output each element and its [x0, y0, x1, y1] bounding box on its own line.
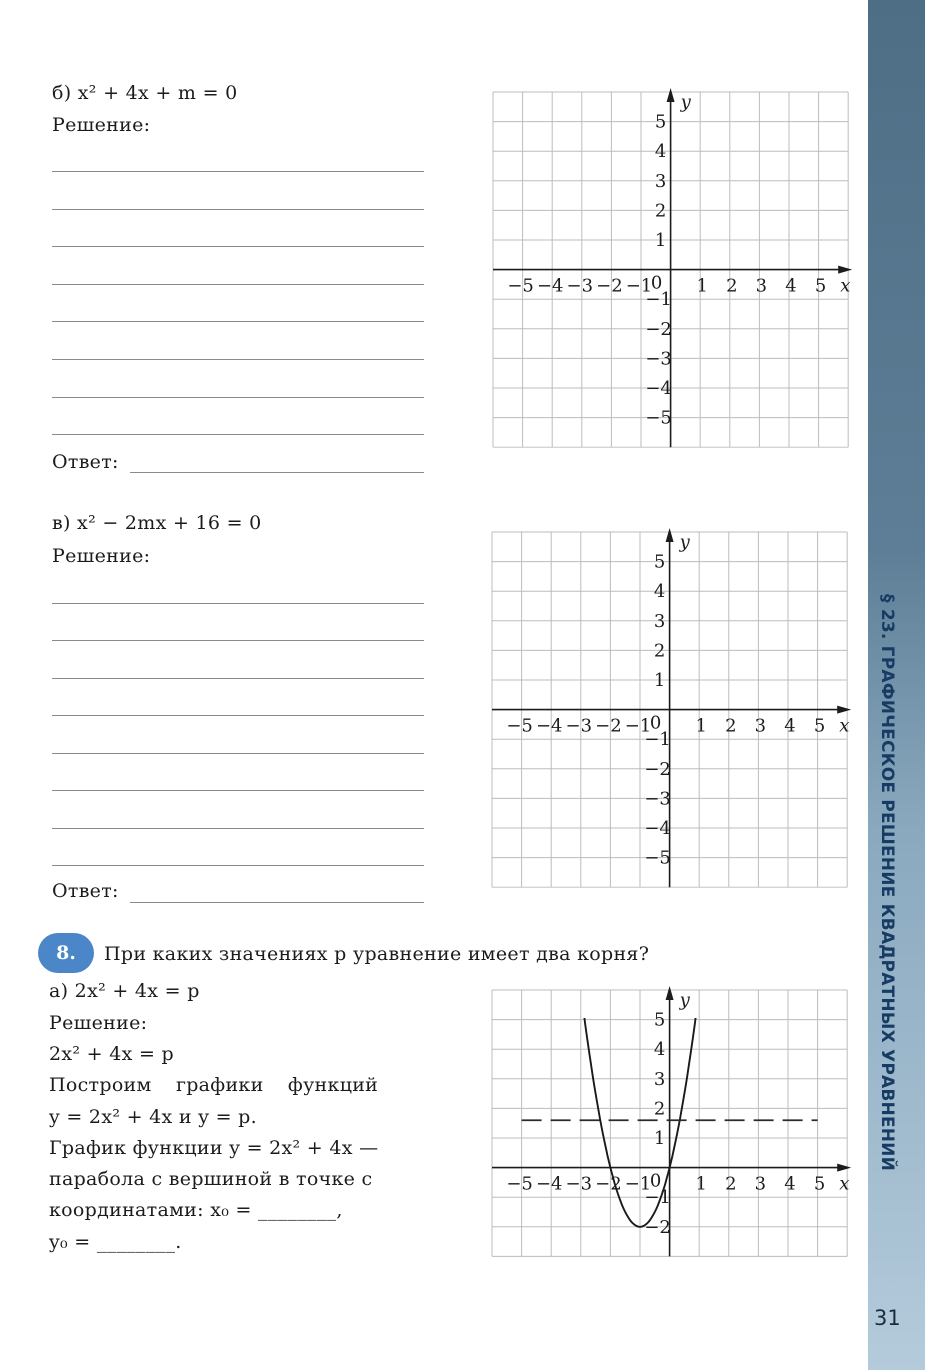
parabola-graph: [492, 989, 850, 1256]
origin-label: 0: [649, 712, 662, 734]
y-tick-label: 2: [653, 1098, 666, 1120]
sidebar-section-title: ГРАФИЧЕСКОЕ РЕШЕНИЕ КВАДРАТНЫХ УРАВНЕНИЙ: [877, 645, 897, 1172]
part-v-solution-line-5[interactable]: [52, 753, 424, 754]
part-b-solution-line-1[interactable]: [52, 171, 424, 172]
part-v-answer-label: Ответ:: [52, 880, 119, 902]
part-v-solution-line-8[interactable]: [52, 865, 424, 866]
y-tick-label: −2: [644, 758, 671, 780]
x-axis-label: x: [839, 715, 850, 737]
y-axis-arrow: [667, 88, 675, 102]
y-tick-label: 1: [654, 229, 667, 251]
x-tick-label: −2: [595, 1173, 622, 1195]
grid-svg: [492, 531, 850, 887]
y-axis-label: y: [679, 531, 690, 553]
y-tick-label: 4: [653, 581, 666, 603]
x-tick-label: −1: [625, 275, 653, 297]
x-tick-label: −4: [535, 715, 563, 737]
task-8a-text-line-2: y = 2x² + 4x и y = p.: [49, 1106, 257, 1128]
y-tick-label: 4: [654, 141, 667, 163]
x-tick-label: 5: [813, 1173, 826, 1195]
y-tick-label: −1: [644, 1187, 671, 1209]
grid-svg: [492, 989, 850, 1256]
y-tick-label: 4: [653, 1039, 666, 1061]
sidebar-section-number: § 23.: [877, 594, 897, 640]
task-number-badge: 8.: [38, 933, 94, 973]
y-tick-label: −2: [644, 1216, 671, 1238]
x-axis-arrow: [838, 266, 852, 274]
x-tick-label: −1: [624, 715, 652, 737]
x-tick-label: −2: [596, 275, 623, 297]
task-8-question: При каких значениях p уравнение имеет два корня?: [104, 943, 650, 965]
part-b-answer-line[interactable]: [130, 472, 424, 473]
task-8a-text-line-5: координатами: x₀ = ________,: [49, 1199, 343, 1221]
x-tick-label: −3: [565, 1173, 593, 1195]
x-tick-label: 1: [695, 1173, 707, 1195]
x-axis-label: x: [839, 1173, 850, 1195]
part-v-solution-line-2[interactable]: [52, 640, 424, 641]
part-b-equation: б) x² + 4x + m = 0: [52, 82, 238, 104]
part-b-answer-label: Ответ:: [52, 451, 119, 473]
x-axis-arrow: [837, 1164, 851, 1172]
task-8a-text-line-4: парабола с вершиной в точке с: [49, 1168, 373, 1190]
part-b-solution-line-8[interactable]: [52, 434, 424, 435]
y-tick-label: 3: [653, 610, 666, 632]
x-tick-label: 3: [754, 1173, 767, 1195]
y-tick-label: 3: [653, 1068, 666, 1090]
y-tick-label: −2: [645, 318, 672, 340]
y-tick-label: 2: [653, 640, 666, 662]
part-b-solution-line-4[interactable]: [52, 284, 424, 285]
y-tick-label: −1: [644, 729, 671, 751]
origin-label: 0: [649, 1170, 662, 1192]
x-tick-label: 1: [696, 275, 708, 297]
origin-label: 0: [650, 272, 663, 294]
y-tick-label: −4: [645, 377, 672, 399]
x-tick-label: 5: [814, 275, 827, 297]
y-axis-arrow: [666, 986, 674, 1000]
x-tick-label: 3: [755, 275, 768, 297]
y-tick-label: 2: [654, 200, 667, 222]
x-tick-label: −3: [566, 275, 594, 297]
part-b-solution-label: Решение:: [52, 114, 151, 136]
x-axis-arrow: [837, 706, 851, 714]
coordinate-grid-b: [493, 91, 851, 447]
y-axis-label: y: [679, 989, 690, 1011]
page-number: 31: [874, 1306, 901, 1330]
x-tick-label: 2: [726, 275, 738, 297]
x-tick-label: −1: [624, 1173, 652, 1195]
x-tick-label: −4: [535, 1173, 563, 1195]
x-tick-label: −5: [507, 275, 534, 297]
y-tick-label: 5: [653, 551, 666, 573]
task-8a-solution-label: Решение:: [49, 1012, 148, 1034]
y-axis-label: y: [680, 91, 691, 113]
part-b-solution-line-2[interactable]: [52, 209, 424, 210]
y-tick-label: 5: [653, 1009, 666, 1031]
part-v-solution-label: Решение:: [52, 545, 151, 567]
x-tick-label: −5: [506, 715, 533, 737]
part-v-solution-line-4[interactable]: [52, 715, 424, 716]
coordinate-grid-v: [492, 531, 850, 887]
x-tick-label: −2: [595, 715, 622, 737]
y-axis-arrow: [666, 528, 674, 542]
x-tick-label: 5: [813, 715, 826, 737]
part-b-solution-line-3[interactable]: [52, 246, 424, 247]
part-v-equation: в) x² − 2mx + 16 = 0: [52, 512, 262, 534]
x-tick-label: 4: [785, 275, 797, 297]
y-tick-label: −4: [644, 817, 671, 839]
x-axis-label: x: [840, 275, 851, 297]
x-tick-label: −3: [565, 715, 593, 737]
task-8a-text-line-3: График функции y = 2x² + 4x —: [49, 1137, 379, 1159]
sidebar-chapter-title: [877, 594, 897, 1171]
y-tick-label: 1: [653, 669, 666, 691]
y-tick-label: −5: [645, 407, 672, 429]
part-b-solution-line-5[interactable]: [52, 321, 424, 322]
grid-svg: [493, 91, 851, 447]
x-tick-label: 1: [695, 715, 707, 737]
y-tick-label: 5: [654, 111, 667, 133]
task-8a-text-line-6: y₀ = ________.: [49, 1231, 182, 1253]
y-tick-label: −3: [645, 348, 672, 370]
y-tick-label: −5: [644, 847, 671, 869]
part-v-solution-line-7[interactable]: [52, 828, 424, 829]
x-tick-label: −5: [506, 1173, 533, 1195]
part-b-solution-line-6[interactable]: [52, 359, 424, 360]
part-b-solution-line-7[interactable]: [52, 397, 424, 398]
x-tick-label: 3: [754, 715, 767, 737]
part-v-solution-line-1[interactable]: [52, 603, 424, 604]
task-8a-text-line-1: Построим графики функций: [49, 1074, 379, 1096]
y-tick-label: −3: [644, 788, 671, 810]
part-v-solution-line-3[interactable]: [52, 678, 424, 679]
y-tick-label: 1: [653, 1127, 666, 1149]
x-tick-label: −4: [536, 275, 564, 297]
part-v-answer-line[interactable]: [130, 902, 424, 903]
x-tick-label: 2: [725, 715, 737, 737]
y-tick-label: 3: [654, 170, 667, 192]
part-v-solution-line-6[interactable]: [52, 790, 424, 791]
task-8a-equation: а) 2x² + 4x = p: [49, 980, 200, 1002]
x-tick-label: 4: [784, 1173, 796, 1195]
x-tick-label: 2: [725, 1173, 737, 1195]
y-tick-label: −1: [645, 289, 672, 311]
x-tick-label: 4: [784, 715, 796, 737]
task-8a-equation-repeat: 2x² + 4x = p: [49, 1043, 174, 1065]
